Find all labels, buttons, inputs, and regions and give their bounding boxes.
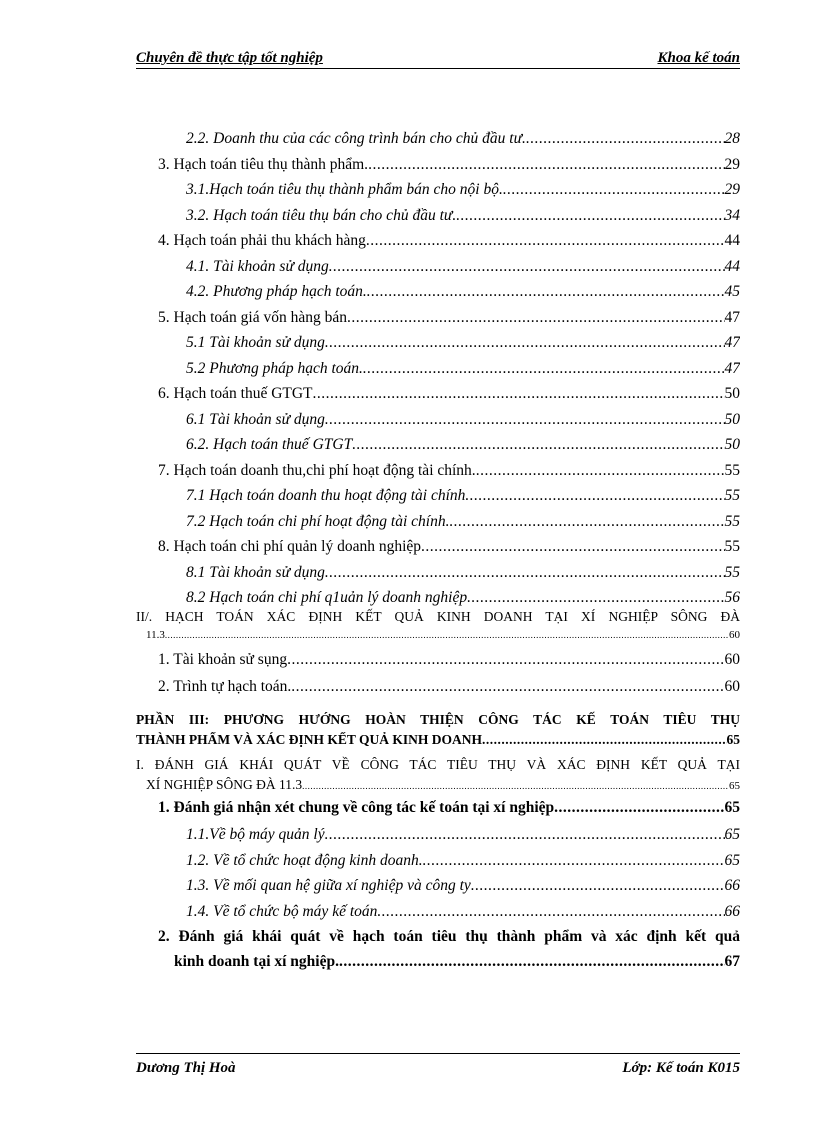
toc-entry: 4. Hạch toán phải thu khách hàng ..... 44	[136, 232, 740, 258]
toc-entry: 5. Hạch toán giá vốn hàng bán ..... 47	[136, 309, 740, 335]
toc-part-heading: PHẦN III: PHƯƠNG HƯỚNG HOÀN THIỆN CÔNG TÁC KẾ TOÁN TIÊU THỤ	[136, 712, 740, 727]
page-footer	[136, 1053, 740, 1074]
toc-entry: 1.4. Về tổ chức bộ máy kế toán ..... 66	[136, 903, 740, 929]
toc-entry: 8.2 Hạch toán chi phí q1uản lý doanh nghiệp ..... 56	[136, 589, 740, 609]
toc-entry-line: 2. Đánh giá khái quát về hạch toán tiêu thụ thành phẩm và xác định kết quả	[158, 928, 740, 945]
toc-entry: 1. Đánh giá nhận xét chung về công tác kế toán tại xí nghiệp ..... 65	[136, 799, 740, 826]
toc-entry: 2.2. Doanh thu của các công trình bán cho chủ đầu tư. ..... 28	[136, 130, 740, 156]
toc-entry: 2. Trình tự hạch toán. ..... 60	[136, 678, 740, 712]
header-title: Chuyên đề thực tập tốt nghiệp	[136, 50, 323, 66]
toc-section-heading: II/. HẠCH TOÁN XÁC ĐỊNH KẾT QUẢ KINH DOANH TẠI XÍ NGHIỆP SÔNG ĐÀ	[136, 609, 740, 624]
toc-entry: 8. Hạch toán chi phí quản lý doanh nghiệp ..... 55	[136, 538, 740, 564]
toc-section-heading-cont: 11.3 ..... 60	[136, 629, 740, 651]
toc-entry: 1.1.Về bộ máy quản lý ..... 65	[136, 826, 740, 852]
toc-entry: 5.1 Tài khoản sử dụng ..... 47	[136, 334, 740, 360]
toc-part-heading-cont: THÀNH PHẨM VÀ XÁC ĐỊNH KẾT QUẢ KINH DOANH ..... 65	[136, 732, 740, 754]
toc-section-heading: I. ĐÁNH GIÁ KHÁI QUÁT VỀ CÔNG TÁC TIÊU THỤ VÀ XÁC ĐỊNH KẾT QUẢ TẠI	[136, 757, 740, 772]
toc-entry: 7. Hạch toán doanh thu,chi phí hoạt động tài chính. ..... 55	[136, 462, 740, 488]
toc-entry: 5.2 Phương pháp hạch toán. ..... 47	[136, 360, 740, 386]
toc-entry: 1.3. Về mối quan hệ giữa xí nghiệp và công ty ..... 66	[136, 877, 740, 903]
toc-entry: 1. Tài khoản sử sụng ..... 60	[136, 651, 740, 678]
toc-entry: 4.1. Tài khoản sử dụng ..... 44	[136, 258, 740, 284]
toc-section-heading-cont: XÍ NGHIỆP SÔNG ĐÀ 11.3 ..... 65	[136, 777, 740, 799]
toc-entry: 6. Hạch toán thuế GTGT ..... 50	[136, 385, 740, 411]
header-department: Khoa kế toán	[657, 50, 740, 66]
toc-entry-multiline	[136, 928, 740, 979]
page-header	[136, 50, 740, 69]
toc-entry: 1.2. Về tổ chức hoạt động kinh doanh. ..... 65	[136, 852, 740, 878]
toc-entry: 6.1 Tài khoản sử dụng ..... 50	[136, 411, 740, 437]
toc-entry: 3. Hạch toán tiêu thụ thành phẩm. ..... 29	[136, 156, 740, 182]
toc-entry: 8.1 Tài khoản sử dụng ..... 55	[136, 564, 740, 590]
table-of-contents	[136, 130, 740, 979]
toc-entry: 7.1 Hạch toán doanh thu hoạt động tài chính ..... 55	[136, 487, 740, 513]
toc-entry: 4.2. Phương pháp hạch toán. ..... 45	[136, 283, 740, 309]
toc-entry: 6.2. Hạch toán thuế GTGT ..... 50	[136, 436, 740, 462]
toc-entry-line: kinh doanh tại xí nghiệp. ..... 67	[158, 953, 740, 979]
footer-author: Dương Thị Hoà	[136, 1060, 236, 1076]
toc-entry: 7.2 Hạch toán chi phí hoạt động tài chính. ..... 55	[136, 513, 740, 539]
toc-entry: 3.1.Hạch toán tiêu thụ thành phẩm bán cho nội bộ. ..... 29	[136, 181, 740, 207]
toc-entry: 3.2. Hạch toán tiêu thụ bán cho chủ đầu tư. ..... 34	[136, 207, 740, 233]
footer-class: Lớp: Kế toán K015	[622, 1060, 740, 1076]
